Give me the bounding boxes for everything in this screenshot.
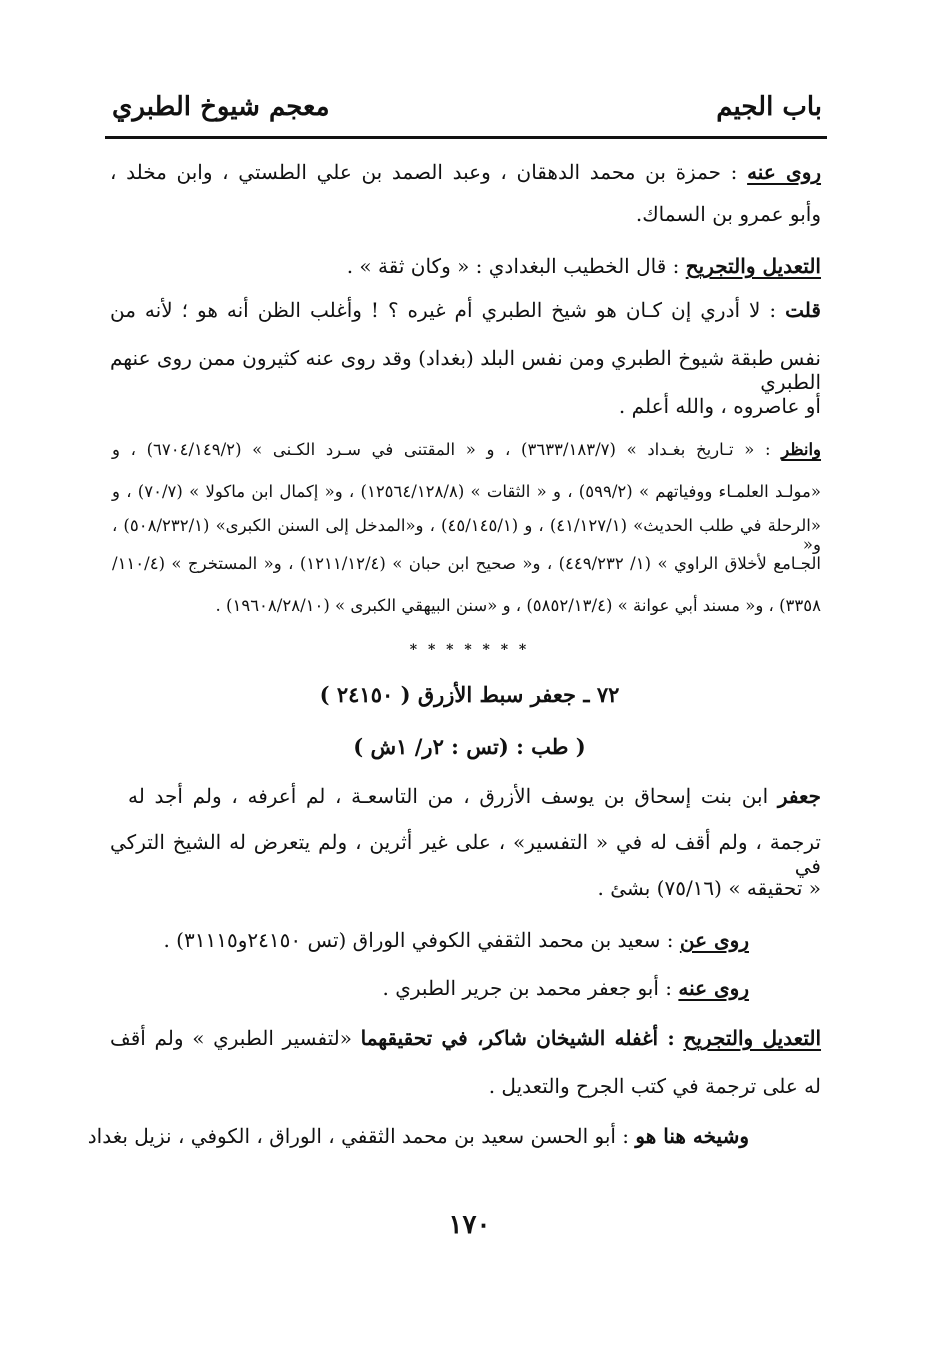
prev-narrators-text-1: : حمزة بن محمد الدهقان ، وعبد الصمد بن علي الطستي ، وابن مخلد ، (110, 160, 738, 184)
rawa-anhu-label: روى عنه (747, 160, 822, 184)
unzur-text-1: : « تـاريخ بغـداد » (٣٦٣٣/١٨٣/٧) ، و « المقتنى في سـرد الكـنى » (٦٧٠٤/١٤٩/٢) ، و (112, 440, 771, 459)
qultu-line-3: أو عاصروه ، والله أعلم . (618, 394, 821, 418)
unzur-line-1 (112, 440, 821, 459)
unzur-label: وانظر (781, 440, 822, 459)
chapter-title: باب الجيم (716, 92, 822, 122)
prev-tadil-line (347, 254, 821, 278)
unzur-line-5: ٣٣٥٨) ، و« مسند أبي عوانة » (٥٨٥٢/١٣/٤) ، و «سنن البيهقي الكبرى » (١٩٦٠٨/٢٨/١٠) . (215, 596, 821, 615)
book-title: معجم شيوخ الطبري (112, 92, 330, 122)
bio-line-1 (128, 784, 821, 808)
entry-title: ٧٢ ـ جعفر سبط الأزرق ( ٢٤١٥٠ ) (319, 682, 620, 707)
rawa-an-line (163, 928, 749, 952)
qultu-line-1 (110, 298, 821, 322)
tadil-text-1: «لتفسير الطبري » ولم أقف (110, 1026, 352, 1050)
rawa-anhu-label: روى عنه (678, 976, 749, 1000)
shaykh-text: : أبو الحسن سعيد بن محمد الثقفي ، الوراق ، الكوفي ، نزيل بغداد (87, 1124, 630, 1148)
unzur-line-4: الجـامع لأخلاق الراوي » (١/ ٤٤٩/٢٣٢) ، و« صحيح ابن حبان » (١٢١١/١٢/٤) ، و« المستخرج » (١١٠/٤/ (112, 554, 821, 573)
unzur-line-3: «الرحلة في طلب الحديث» (٤١/١٢٧/١) ، و (٤٥/١٤٥/١) ، و«المدخل إلى السنن الكبرى» (٥٠٨/٢٣٢/١) ، و« (112, 516, 821, 554)
header-rule (105, 136, 827, 139)
unzur-line-2: «مولـد العلمـاء ووفياتهم » (٥٩٩/٢) ، و « الثقات » (١٢٥٦٤/١٢٨/٨) ، و« إكمال ابن ماكولا » (٧٠/٧) ، و (112, 482, 821, 501)
rawa-an-label: روى عن (679, 928, 749, 952)
shaykh-label: وشيخه هنا هو (635, 1124, 749, 1148)
tadil-line-2: له على ترجمة في كتب الجرح والتعديل . (488, 1074, 821, 1098)
tadil-bold-text: : أغفله الشيخان شاكر، في تحقيقهما (360, 1026, 675, 1050)
tadil-line-1 (110, 1026, 821, 1050)
prev-narrators-line-1 (110, 160, 821, 184)
section-separator: * * * * * * * (409, 642, 530, 658)
page-number: ١٧٠ (448, 1210, 491, 1240)
qultu-text-1: : لا أدري إن كـان هو شيخ الطبري أم غيره ؟ ! وأغلب الظن أنه هو ؛ لأنه من (110, 298, 777, 322)
entry-symbols: ( طب : (تس : ٢ر/ ١ش ) (353, 734, 586, 759)
entry-name: جعفر (777, 784, 822, 808)
prev-tadil-text: : قال الخطيب البغدادي : « وكان ثقة » . (346, 254, 680, 278)
bio-line-3: « تحقيقه » (٧٥/١٦) بشئ . (597, 876, 821, 900)
rawa-anhu-line (383, 976, 749, 1000)
bio-text-1: ابن بنت إسحاق بن يوسف الأزرق ، من التاسعـة ، لم أعرفه ، ولم أجد له (128, 784, 769, 808)
running-header (112, 92, 822, 132)
tadil-label: التعديل والتجريح (683, 1026, 822, 1050)
shaykh-line (88, 1124, 749, 1148)
qultu-line-2: نفس طبقة شيوخ الطبري ومن نفس البلد (بغداد) وقد روى عنه كثيرون ممن روى عنهم الطبري (110, 346, 821, 394)
tadil-label: التعديل والتجريح (685, 254, 821, 278)
qultu-label: قلت (785, 298, 821, 322)
bio-line-2: ترجمة ، ولم أقف له في « التفسير» ، على غير أثرين ، ولم يتعرض له الشيخ التركي في (110, 830, 821, 878)
rawa-anhu-text: : أبو جعفر محمد بن جرير الطبري . (382, 976, 673, 1000)
prev-narrators-line-2: وأبو عمرو بن السماك. (635, 202, 821, 226)
rawa-an-text: : سعيد بن محمد الثقفي الكوفي الوراق (تس ٢٤١٥٠و٣١١١٥) . (163, 928, 674, 952)
